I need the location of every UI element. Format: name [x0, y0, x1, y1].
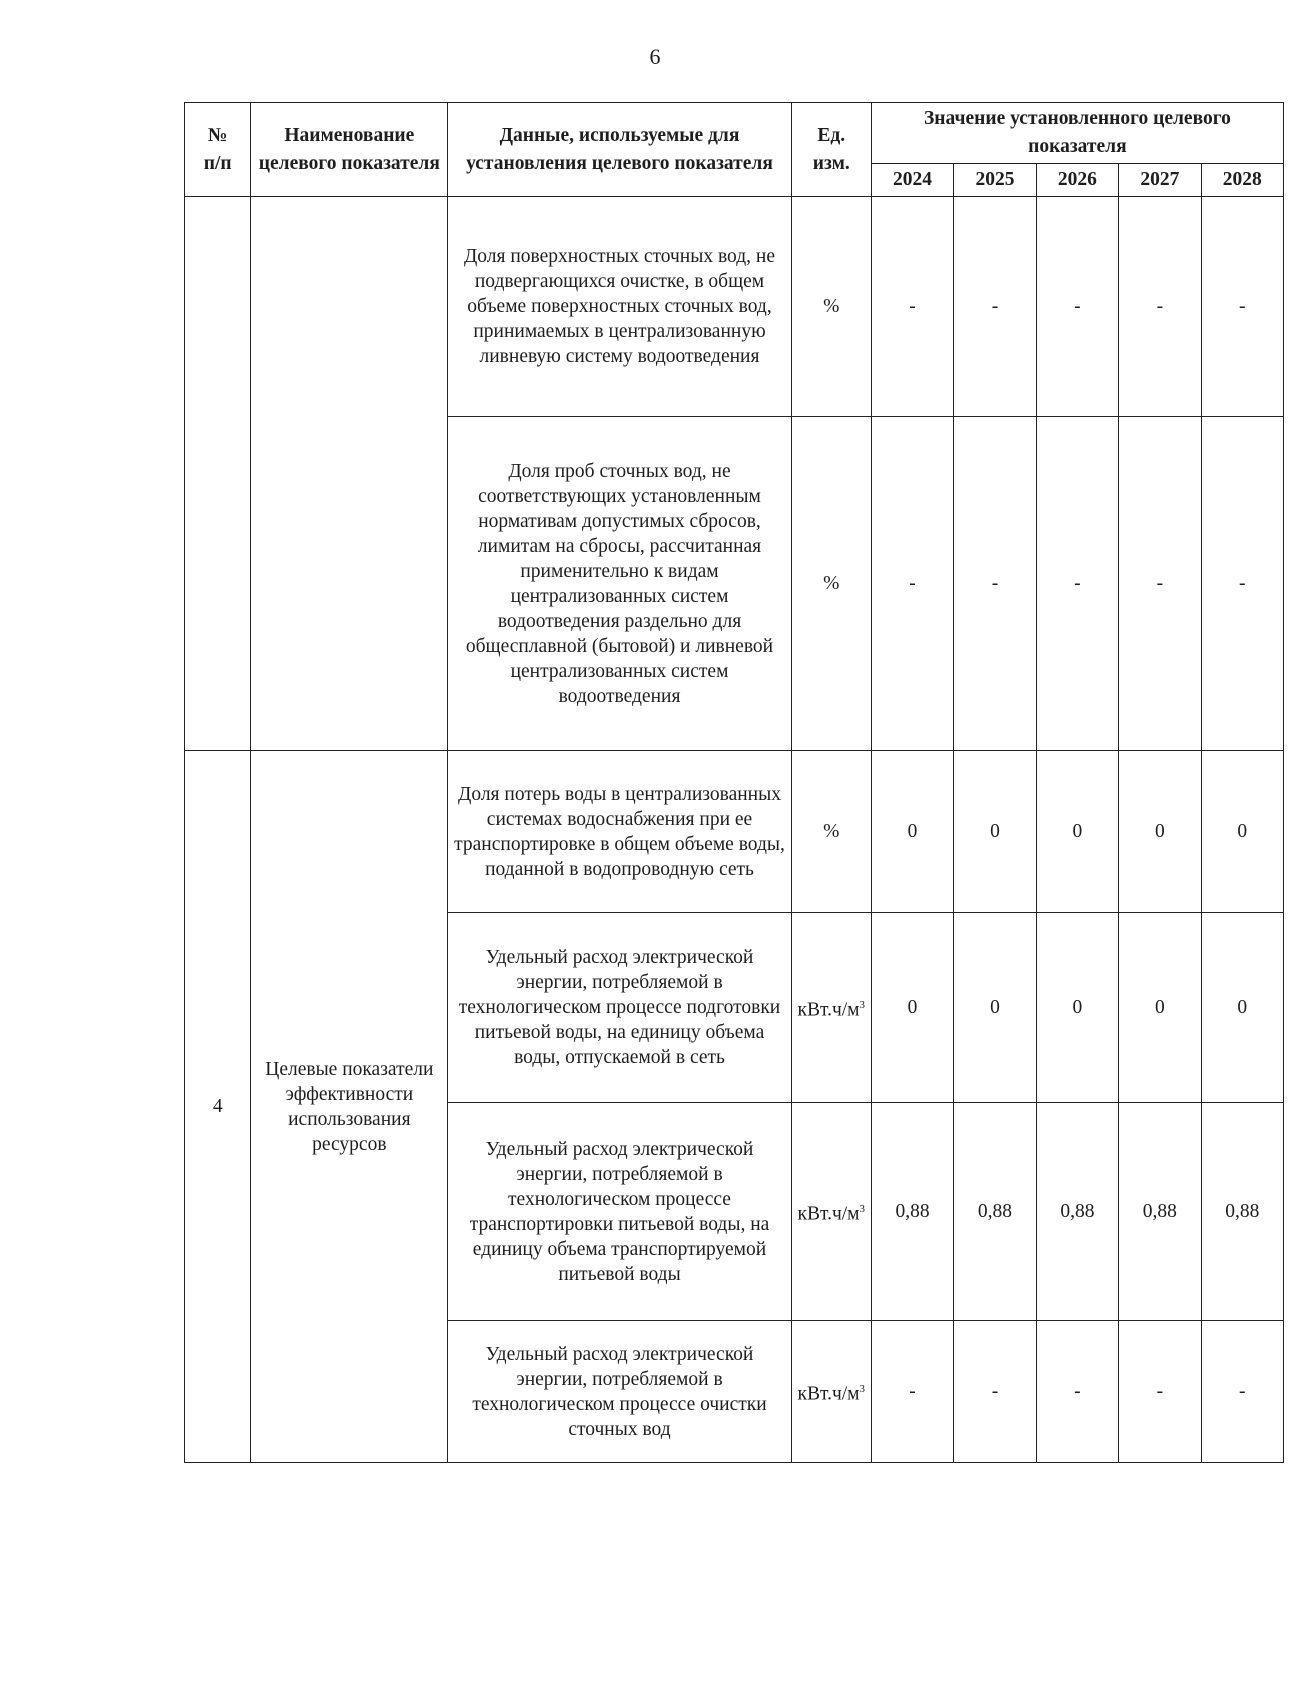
value-cell: - [871, 197, 953, 417]
unit-cell [791, 417, 871, 751]
value-cell: 0 [1119, 751, 1201, 913]
unit-cell [791, 1321, 871, 1463]
header-number [185, 103, 251, 197]
indicator-description: Доля проб сточных вод, не соответствующих установленным нормативам допустимых сбросов, лимитам на сбросы, рассчитанная применительно к видам централизованных систем водоотведения раздельно для общесплавной (бытовой) и ливневой централизованных систем водоотведения [448, 417, 791, 751]
page-number: 6 [649, 44, 661, 69]
value-cell: 0 [1201, 913, 1283, 1103]
value-cell: 0 [1201, 751, 1283, 913]
value-cell: 0,88 [871, 1103, 953, 1321]
value-cell: 0 [954, 751, 1036, 913]
value-cell: 0 [1036, 913, 1118, 1103]
header-year: 2028 [1201, 164, 1283, 197]
header-unit-line1: Ед. [817, 124, 846, 146]
value-cell: 0 [871, 913, 953, 1103]
value-cell: 0,88 [1036, 1103, 1118, 1321]
value-cell: - [1119, 417, 1201, 751]
value-cell: - [1119, 1321, 1201, 1463]
value-cell: - [1201, 417, 1283, 751]
value-cell: - [1201, 197, 1283, 417]
table-row [185, 751, 1284, 913]
header-unit-line2: изм. [812, 152, 850, 174]
value-cell: - [1036, 197, 1118, 417]
unit-text: % [823, 296, 840, 317]
indicator-description: Доля потерь воды в централизованных системах водоснабжения при ее транспортировке в общем объеме воды, поданной в водопроводную сеть [448, 751, 791, 913]
value-cell: 0,88 [1201, 1103, 1283, 1321]
header-number-line2: п/п [203, 152, 232, 174]
value-cell: - [954, 197, 1036, 417]
value-cell: - [871, 1321, 953, 1463]
value-cell: - [1036, 1321, 1118, 1463]
value-cell: - [1119, 197, 1201, 417]
row-number-cell [185, 197, 251, 751]
value-cell: - [871, 417, 953, 751]
value-cell: - [954, 1321, 1036, 1463]
group-number: 4 [185, 751, 251, 1463]
value-cell: 0,88 [1119, 1103, 1201, 1321]
value-cell: 0 [1036, 751, 1118, 913]
header-value-group: Значение установленного целевого показателя [871, 103, 1283, 164]
row-name-cell [251, 197, 448, 751]
header-year: 2027 [1119, 164, 1201, 197]
indicator-description: Удельный расход электрической энергии, потребляемой в технологическом процессе транспортировки питьевой воды, на единицу объема транспортируемой питьевой воды [448, 1103, 791, 1321]
header-year: 2025 [954, 164, 1036, 197]
unit-text: % [823, 573, 840, 594]
indicator-description: Доля поверхностных сточных вод, не подвергающихся очистке, в общем объеме поверхностных сточных вод, принимаемых в централизованную ливневую систему водоотведения [448, 197, 791, 417]
value-cell: - [1036, 417, 1118, 751]
unit-cell [791, 913, 871, 1103]
value-cell: - [1201, 1321, 1283, 1463]
unit-superscript: 3 [859, 1202, 866, 1215]
unit-text: кВт.ч/м [797, 1203, 860, 1225]
indicator-description: Удельный расход электрической энергии, потребляемой в технологическом процессе очистки сточных вод [448, 1321, 791, 1463]
unit-text: кВт.ч/м [797, 1383, 860, 1405]
header-year: 2024 [871, 164, 953, 197]
value-cell: - [954, 417, 1036, 751]
value-cell: 0 [1119, 913, 1201, 1103]
unit-superscript: 3 [859, 998, 866, 1011]
value-cell: 0 [871, 751, 953, 913]
header-unit [791, 103, 871, 197]
group-name: Целевые показатели эффективности использования ресурсов [251, 751, 448, 1463]
value-cell: 0 [954, 913, 1036, 1103]
header-indicator-name: Наименование целевого показателя [251, 103, 448, 197]
target-indicators-table [184, 102, 1284, 1463]
unit-text: кВт.ч/м [797, 999, 860, 1021]
unit-cell [791, 751, 871, 913]
table-header [185, 103, 1284, 197]
unit-cell [791, 1103, 871, 1321]
header-number-line1: № [207, 124, 228, 146]
indicator-description: Удельный расход электрической энергии, потребляемой в технологическом процессе подготовки питьевой воды, на единицу объема воды, отпускаемой в сеть [448, 913, 791, 1103]
unit-text: % [823, 821, 840, 842]
table-row [185, 197, 1284, 417]
header-source-data: Данные, используемые для установления целевого показателя [448, 103, 791, 197]
unit-superscript: 3 [859, 1382, 866, 1395]
unit-cell [791, 197, 871, 417]
value-cell: 0,88 [954, 1103, 1036, 1321]
header-year: 2026 [1036, 164, 1118, 197]
